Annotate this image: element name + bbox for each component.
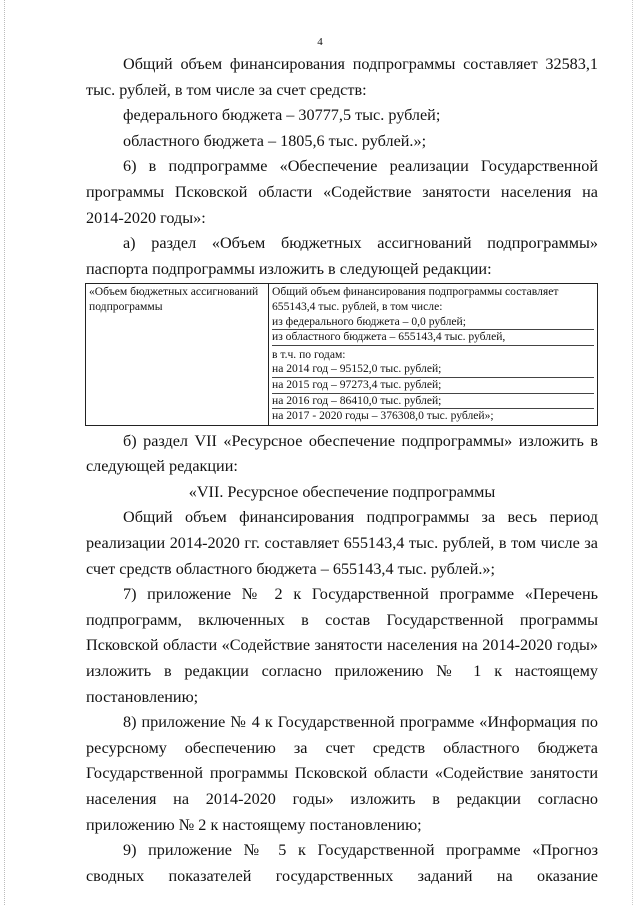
table-line-total: Общий объем финансирования подпрограммы составляет 655143,4 тыс. рублей, в том числе: bbox=[272, 285, 559, 313]
paragraph-item-6b: б) раздел VII «Ресурсное обеспечение подпрограммы» изложить в следующей редакции: bbox=[86, 431, 598, 476]
table-line-2014: на 2014 год – 95152,0 тыс. рублей; bbox=[272, 362, 594, 378]
table-line-by-years: в т.ч. по годам: bbox=[272, 347, 346, 361]
scan-margin-right bbox=[632, 0, 634, 905]
passport-table bbox=[85, 283, 598, 425]
paragraph-item-8: 8) приложение № 4 к Государственной программе «Информация по ресурсному обеспечению за счет средств областного бюджета Государственной программы Псковской области «Содействие занятости населения на 2014-2020 годы» изложить в редакции согласно приложению № 2 к настоящему постановлению; bbox=[86, 713, 598, 834]
paragraph-federal-budget: федерального бюджета – 30777,5 тыс. рублей; bbox=[123, 106, 441, 125]
paragraph-item-7: 7) приложение № 2 к Государственной программе «Перечень подпрограмм, включенных в состав Государственной программы Псковской области «Содействие занятости населения на 2014-2020 годы» изложить в редакции согласно приложению № 1 к настоящему постановлению; bbox=[86, 585, 598, 706]
table-line-federal: из федерального бюджета – 0,0 рублей; bbox=[272, 315, 594, 331]
section-heading-vii: «VII. Ресурсное обеспечение подпрограммы bbox=[188, 482, 496, 501]
table-label: «Объем бюджетных ассигнований подпрограммы bbox=[89, 285, 259, 313]
table-line-regional: из областного бюджета – 655143,4 тыс. рублей, bbox=[272, 330, 594, 346]
table-value-cell bbox=[269, 284, 598, 425]
table-line-2017-2020: на 2017 - 2020 годы – 376308,0 тыс. рублей»; bbox=[272, 409, 494, 423]
table-line-2015: на 2015 год – 97273,4 тыс. рублей; bbox=[272, 378, 594, 394]
table-line-2016: на 2016 год – 86410,0 тыс. рублей; bbox=[272, 394, 594, 410]
paragraph-item-6: 6) в подпрограмме «Обеспечение реализации Государственной программы Псковской области «Содействие занятости населения на 2014-2020 годы»: bbox=[86, 157, 598, 227]
table-label-cell bbox=[86, 284, 269, 425]
paragraph-item-9: 9) приложение № 5 к Государственной программе «Прогноз сводных показателей государственных заданий на оказание bbox=[86, 841, 598, 885]
scan-margin-left bbox=[4, 0, 6, 905]
paragraph-section-vii-body: Общий объем финансирования подпрограммы за весь период реализации 2014-2020 гг. составляет 655143,4 тыс. рублей, в том числе за счет средств областного бюджета – 655143,4 тыс. рублей.»; bbox=[86, 508, 598, 578]
page-number: 4 bbox=[317, 36, 323, 48]
table-row bbox=[86, 284, 598, 425]
paragraph-total-financing: Общий объем финансирования подпрограммы составляет 32583,1 тыс. рублей, в том числе за счет средств: bbox=[86, 55, 598, 99]
paragraph-regional-budget: областного бюджета – 1805,6 тыс. рублей.»; bbox=[123, 131, 427, 150]
paragraph-item-6a: а) раздел «Объем бюджетных ассигнований подпрограммы» паспорта подпрограммы изложить в следующей редакции: bbox=[86, 234, 598, 278]
document-body bbox=[86, 52, 598, 889]
